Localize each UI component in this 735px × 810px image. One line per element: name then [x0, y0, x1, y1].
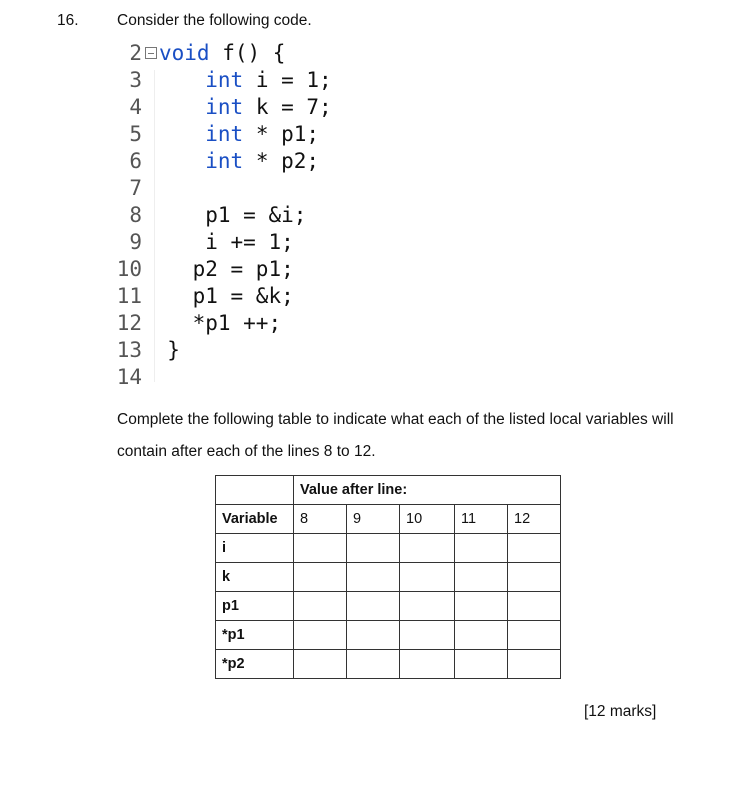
answer-cell[interactable]	[294, 621, 347, 650]
table-row	[216, 592, 561, 621]
code-text: p2 = p1;	[154, 257, 294, 281]
question-instruction: Complete the following table to indicate what each of the listed local variables will contain after each of the lines 8 to 12.	[117, 411, 674, 460]
table-row	[216, 534, 561, 563]
line-number: 7	[129, 176, 142, 200]
line-number: 2	[129, 41, 142, 65]
answer-cell[interactable]	[347, 650, 400, 679]
code-line	[116, 202, 306, 229]
line-number: 5	[129, 122, 142, 146]
question-intro: Consider the following code.	[117, 12, 312, 29]
code-text: i += 1;	[154, 230, 294, 254]
variable-name: *p2	[216, 650, 294, 679]
code-line	[116, 148, 319, 175]
code-text: p1 = &i;	[154, 203, 307, 227]
code-line	[116, 364, 155, 391]
variable-name: k	[216, 563, 294, 592]
code-keyword: void	[159, 41, 210, 65]
fold-icon	[145, 47, 157, 59]
variable-name: i	[216, 534, 294, 563]
table-row	[216, 621, 561, 650]
answer-cell[interactable]	[455, 563, 508, 592]
answer-cell[interactable]	[508, 534, 561, 563]
answer-cell[interactable]	[347, 621, 400, 650]
answer-cell[interactable]	[508, 621, 561, 650]
code-line	[116, 310, 281, 337]
code-text: p1 = &k;	[154, 284, 294, 308]
answer-cell[interactable]	[455, 534, 508, 563]
answer-cell[interactable]	[347, 592, 400, 621]
code-line	[116, 175, 155, 202]
code-keyword: int	[154, 149, 244, 173]
line-number: 12	[116, 311, 142, 335]
answer-cell[interactable]	[294, 563, 347, 592]
code-text: k = 7;	[243, 95, 332, 119]
table-corner-cell	[216, 476, 294, 505]
variable-column-label: Variable	[216, 505, 294, 534]
code-line	[116, 337, 180, 364]
line-number: 8	[129, 203, 142, 227]
code-keyword: int	[154, 122, 244, 146]
line-number: 9	[129, 230, 142, 254]
answer-cell[interactable]	[347, 563, 400, 592]
code-line	[116, 121, 319, 148]
column-header: 10	[400, 505, 455, 534]
answer-cell[interactable]	[508, 650, 561, 679]
code-text: * p1;	[243, 122, 320, 146]
answer-table	[215, 475, 561, 679]
line-number: 14	[116, 365, 142, 389]
question-number: 16.	[57, 12, 79, 29]
answer-cell[interactable]	[508, 592, 561, 621]
line-number: 11	[116, 284, 142, 308]
code-text: *p1 ++;	[154, 311, 282, 335]
code-listing	[116, 40, 332, 389]
table-header-title: Value after line:	[294, 476, 561, 505]
line-number: 10	[116, 257, 142, 281]
line-number: 4	[129, 95, 142, 119]
line-number: 13	[116, 338, 142, 362]
answer-cell[interactable]	[347, 534, 400, 563]
variable-name: p1	[216, 592, 294, 621]
marks-label: [12 marks]	[584, 703, 657, 720]
code-line	[116, 229, 294, 256]
answer-cell[interactable]	[294, 592, 347, 621]
code-line	[116, 94, 332, 121]
code-keyword: int	[154, 95, 244, 119]
code-line	[116, 67, 332, 94]
code-line	[116, 40, 285, 67]
answer-cell[interactable]	[508, 563, 561, 592]
code-text: f() {	[209, 41, 286, 65]
variable-name: *p1	[216, 621, 294, 650]
answer-cell[interactable]	[400, 563, 455, 592]
answer-cell[interactable]	[294, 650, 347, 679]
table-row	[216, 563, 561, 592]
code-text: }	[154, 338, 180, 362]
table-row	[216, 650, 561, 679]
column-header: 11	[455, 505, 508, 534]
answer-cell[interactable]	[455, 621, 508, 650]
code-text: * p2;	[243, 149, 320, 173]
answer-cell[interactable]	[400, 650, 455, 679]
code-line	[116, 283, 294, 310]
line-number: 6	[129, 149, 142, 173]
code-text: i = 1;	[243, 68, 332, 92]
answer-cell[interactable]	[400, 592, 455, 621]
column-header: 8	[294, 505, 347, 534]
answer-cell[interactable]	[400, 621, 455, 650]
code-line	[116, 256, 294, 283]
column-header: 12	[508, 505, 561, 534]
answer-cell[interactable]	[455, 650, 508, 679]
column-header: 9	[347, 505, 400, 534]
answer-cell[interactable]	[400, 534, 455, 563]
code-keyword: int	[154, 68, 244, 92]
answer-cell[interactable]	[294, 534, 347, 563]
line-number: 3	[129, 68, 142, 92]
answer-cell[interactable]	[455, 592, 508, 621]
